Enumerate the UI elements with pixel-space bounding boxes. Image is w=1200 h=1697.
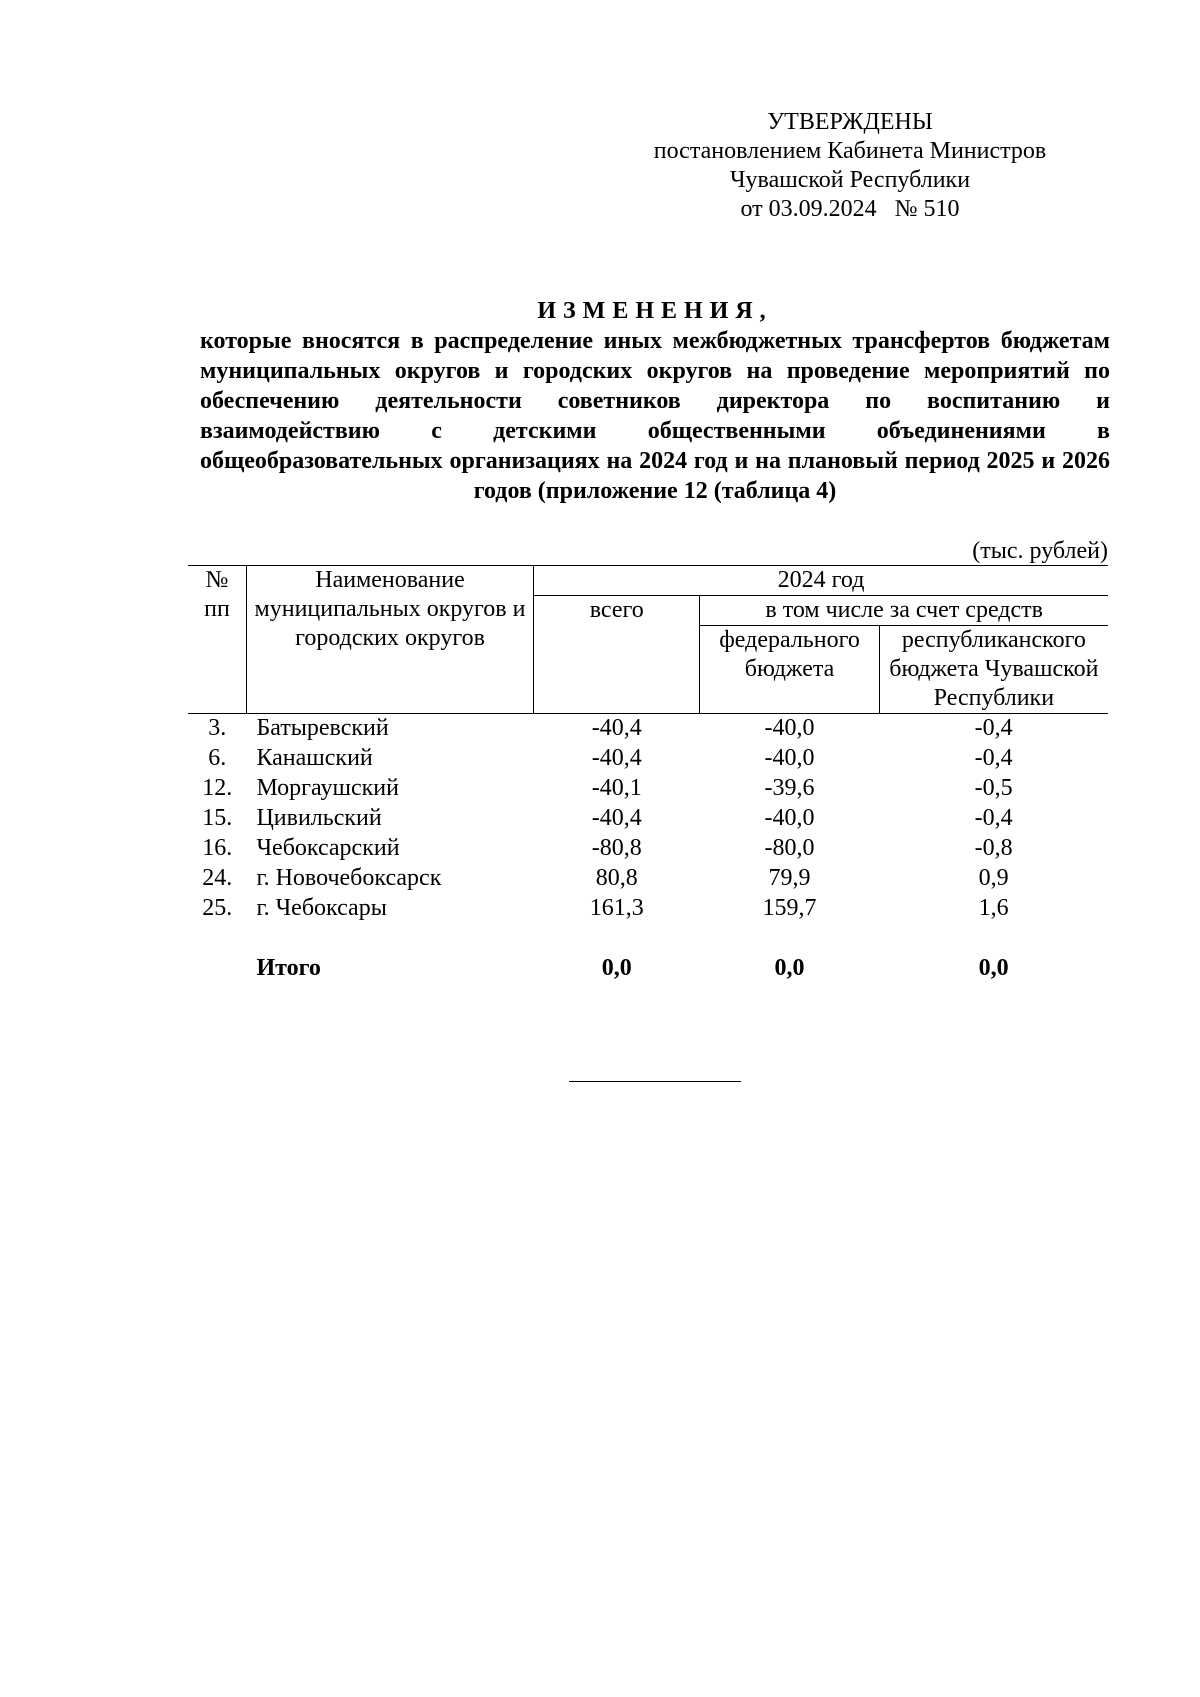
- row-republic: -0,4: [974, 745, 1013, 771]
- row-num: 24.: [202, 865, 233, 891]
- document-subtitle: которые вносятся в распределение иных межбюджетных трансфертов бюджетам муниципальных округов и городских округов на проведение мероприятий по обеспечению деятельности советников директора по воспитанию и взаимодействию с детскими общественными объединениями в общеобразовательных организациях на 2024 год и на плановый период 2025 и 2026 годов (приложение 12 (таблица 4): [200, 328, 1110, 504]
- table-row: [188, 894, 1108, 924]
- document-title-block: [200, 296, 1110, 506]
- end-of-document-rule: [569, 1081, 741, 1082]
- row-name: Батыревский: [256, 715, 389, 741]
- header-total: всего: [534, 596, 700, 714]
- row-num: 12.: [202, 775, 233, 801]
- row-name: г. Чебоксары: [256, 895, 387, 921]
- row-total: 161,3: [589, 895, 644, 921]
- row-federal: -40,0: [764, 805, 815, 831]
- approval-date: от 03.09.2024: [740, 196, 877, 222]
- total-num: [188, 924, 246, 984]
- row-name: Цивильский: [256, 805, 382, 831]
- header-federal: федерального бюджета: [700, 626, 879, 714]
- row-num: 25.: [202, 895, 233, 921]
- header-year: 2024 год: [534, 566, 1108, 596]
- row-federal: 79,9: [768, 865, 811, 891]
- document-title: ИЗМЕНЕНИЯ,: [537, 298, 773, 324]
- row-num: 6.: [208, 745, 227, 771]
- row-total: 80,8: [595, 865, 638, 891]
- total-republic: 0,0: [978, 955, 1009, 981]
- table-row: [188, 774, 1108, 804]
- table-row: [188, 714, 1108, 745]
- total-federal: 0,0: [774, 955, 805, 981]
- units-note: (тыс. рублей): [972, 538, 1108, 564]
- table-row: [188, 864, 1108, 894]
- header-num: № пп: [188, 566, 246, 714]
- row-name: Канашский: [256, 745, 373, 771]
- row-republic: -0,5: [974, 775, 1013, 801]
- row-total: -80,8: [591, 835, 642, 861]
- row-name: Моргаушский: [256, 775, 399, 801]
- row-num: 15.: [202, 805, 233, 831]
- row-federal: -80,0: [764, 835, 815, 861]
- row-republic: -0,8: [974, 835, 1013, 861]
- row-total: -40,4: [591, 805, 642, 831]
- table-row: [188, 744, 1108, 774]
- row-num: 16.: [202, 835, 233, 861]
- header-republic: республиканского бюджета Чувашской Республики: [879, 626, 1108, 714]
- table-row: [188, 834, 1108, 864]
- row-num: 3.: [208, 715, 227, 741]
- row-republic: 1,6: [978, 895, 1009, 921]
- row-republic: -0,4: [974, 715, 1013, 741]
- row-name: г. Новочебоксарск: [256, 865, 442, 891]
- total-label: Итого: [256, 955, 321, 981]
- transfers-table: [188, 565, 1108, 984]
- total-total: 0,0: [601, 955, 632, 981]
- row-federal: -40,0: [764, 745, 815, 771]
- row-federal: -39,6: [764, 775, 815, 801]
- approval-region: Чувашской Республики: [729, 167, 971, 193]
- header-including: в том числе за счет средств: [700, 596, 1108, 626]
- row-republic: 0,9: [978, 865, 1009, 891]
- row-total: -40,1: [591, 775, 642, 801]
- approval-date-number: [600, 195, 1100, 224]
- row-total: -40,4: [591, 715, 642, 741]
- row-federal: 159,7: [762, 895, 817, 921]
- approval-heading: УТВЕРЖДЕНЫ: [767, 109, 933, 135]
- approval-number: № 510: [894, 196, 960, 222]
- total-row: [188, 924, 1108, 984]
- row-republic: -0,4: [974, 805, 1013, 831]
- header-name: Наименование муниципальных округов и городских округов: [246, 566, 533, 714]
- row-name: Чебоксарский: [256, 835, 400, 861]
- approval-stamp: [600, 108, 1100, 224]
- table-row: [188, 804, 1108, 834]
- row-federal: -40,0: [764, 715, 815, 741]
- approval-issuer: постановлением Кабинета Министров: [653, 138, 1047, 164]
- row-total: -40,4: [591, 745, 642, 771]
